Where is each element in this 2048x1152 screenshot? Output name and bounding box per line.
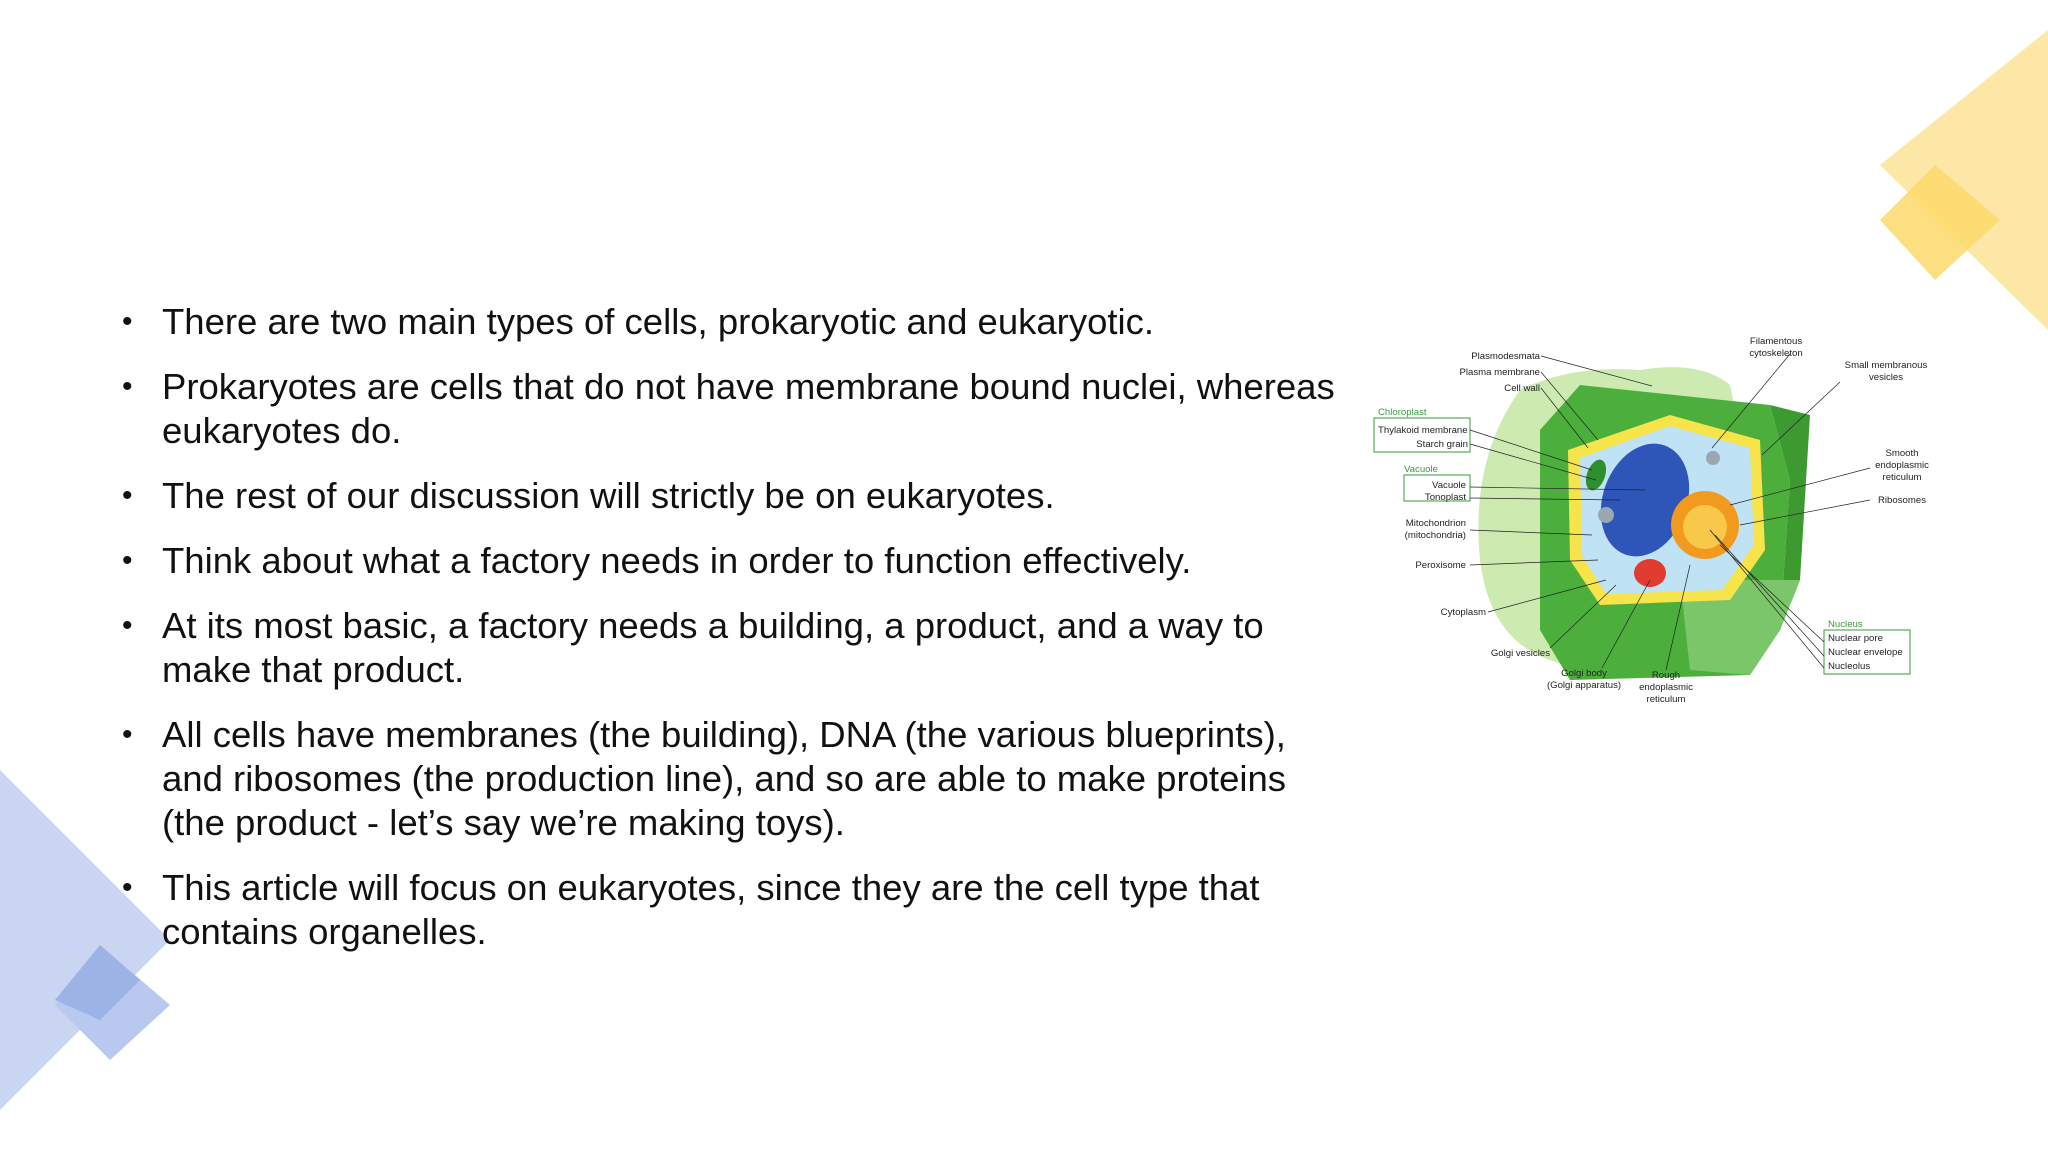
label-cytoplasm: Cytoplasm — [1440, 607, 1486, 618]
label-vacuole-group: Vacuole — [1404, 464, 1438, 475]
bullet-item: • This article will focus on eukaryotes, since they are the cell type that contains organelles. — [118, 866, 1348, 954]
label-rough-er-3: reticulum — [1646, 694, 1686, 705]
bullet-item: • Think about what a factory needs in order to function effectively. — [118, 539, 1348, 583]
bullet-item: • Prokaryotes are cells that do not have membrane bound nuclei, whereas eukaryotes do. — [118, 365, 1348, 453]
label-starch-grain: Starch grain — [1416, 439, 1468, 450]
label-nuclear-pore: Nuclear pore — [1828, 633, 1883, 644]
label-chloroplast: Chloroplast — [1378, 407, 1427, 418]
label-nucleus: Nucleus — [1828, 619, 1863, 630]
label-thylakoid: Thylakoid membrane — [1378, 425, 1468, 436]
label-cell-wall: Cell wall — [1504, 383, 1540, 394]
label-mitochondria: (mitochondria) — [1404, 530, 1466, 541]
label-small-vesicles-2: vesicles — [1868, 372, 1904, 383]
label-smooth-er-1: Smooth — [1885, 448, 1919, 459]
label-filamentous: Filamentous — [1749, 336, 1803, 347]
label-nucleolus: Nucleolus — [1828, 661, 1871, 672]
label-smooth-er-2: endoplasmic — [1875, 460, 1929, 471]
bullet-item: • All cells have membranes (the building), DNA (the various blueprints), and ribosomes (the production line), and so are able to make proteins (the product - let’s say we’re making toys). — [118, 713, 1348, 845]
label-plasmodesmata: Plasmodesmata — [1471, 351, 1540, 362]
label-golgi-body: Golgi body — [1561, 668, 1607, 679]
label-plasma-membrane: Plasma membrane — [1459, 367, 1540, 378]
label-golgi-vesicles: Golgi vesicles — [1490, 648, 1550, 659]
top-right-decoration — [1860, 0, 2048, 340]
bullet-item: • At its most basic, a factory needs a building, a product, and a way to make that product. — [118, 604, 1348, 692]
label-ribosomes: Ribosomes — [1878, 495, 1926, 506]
label-mitochondrion: Mitochondrion — [1405, 518, 1466, 529]
label-tonoplast: Tonoplast — [1424, 492, 1466, 503]
label-vacuole: Vacuole — [1432, 480, 1466, 491]
label-cytoskeleton: cytoskeleton — [1749, 348, 1803, 359]
label-golgi-apparatus: (Golgi apparatus) — [1546, 680, 1622, 691]
label-peroxisome: Peroxisome — [1415, 560, 1466, 571]
label-rough-er-1: Rough — [1651, 670, 1681, 681]
bullet-list — [118, 300, 1348, 975]
label-nuclear-envelope: Nuclear envelope — [1828, 647, 1903, 658]
bullet-item: • There are two main types of cells, prokaryotic and eukaryotic. — [118, 300, 1348, 344]
bullet-item: • The rest of our discussion will strictly be on eukaryotes. — [118, 474, 1348, 518]
plant-cell-diagram — [1370, 330, 1930, 720]
label-smooth-er-3: reticulum — [1882, 472, 1922, 483]
label-small-vesicles-1: Small membranous — [1844, 360, 1928, 371]
label-rough-er-2: endoplasmic — [1639, 682, 1693, 693]
